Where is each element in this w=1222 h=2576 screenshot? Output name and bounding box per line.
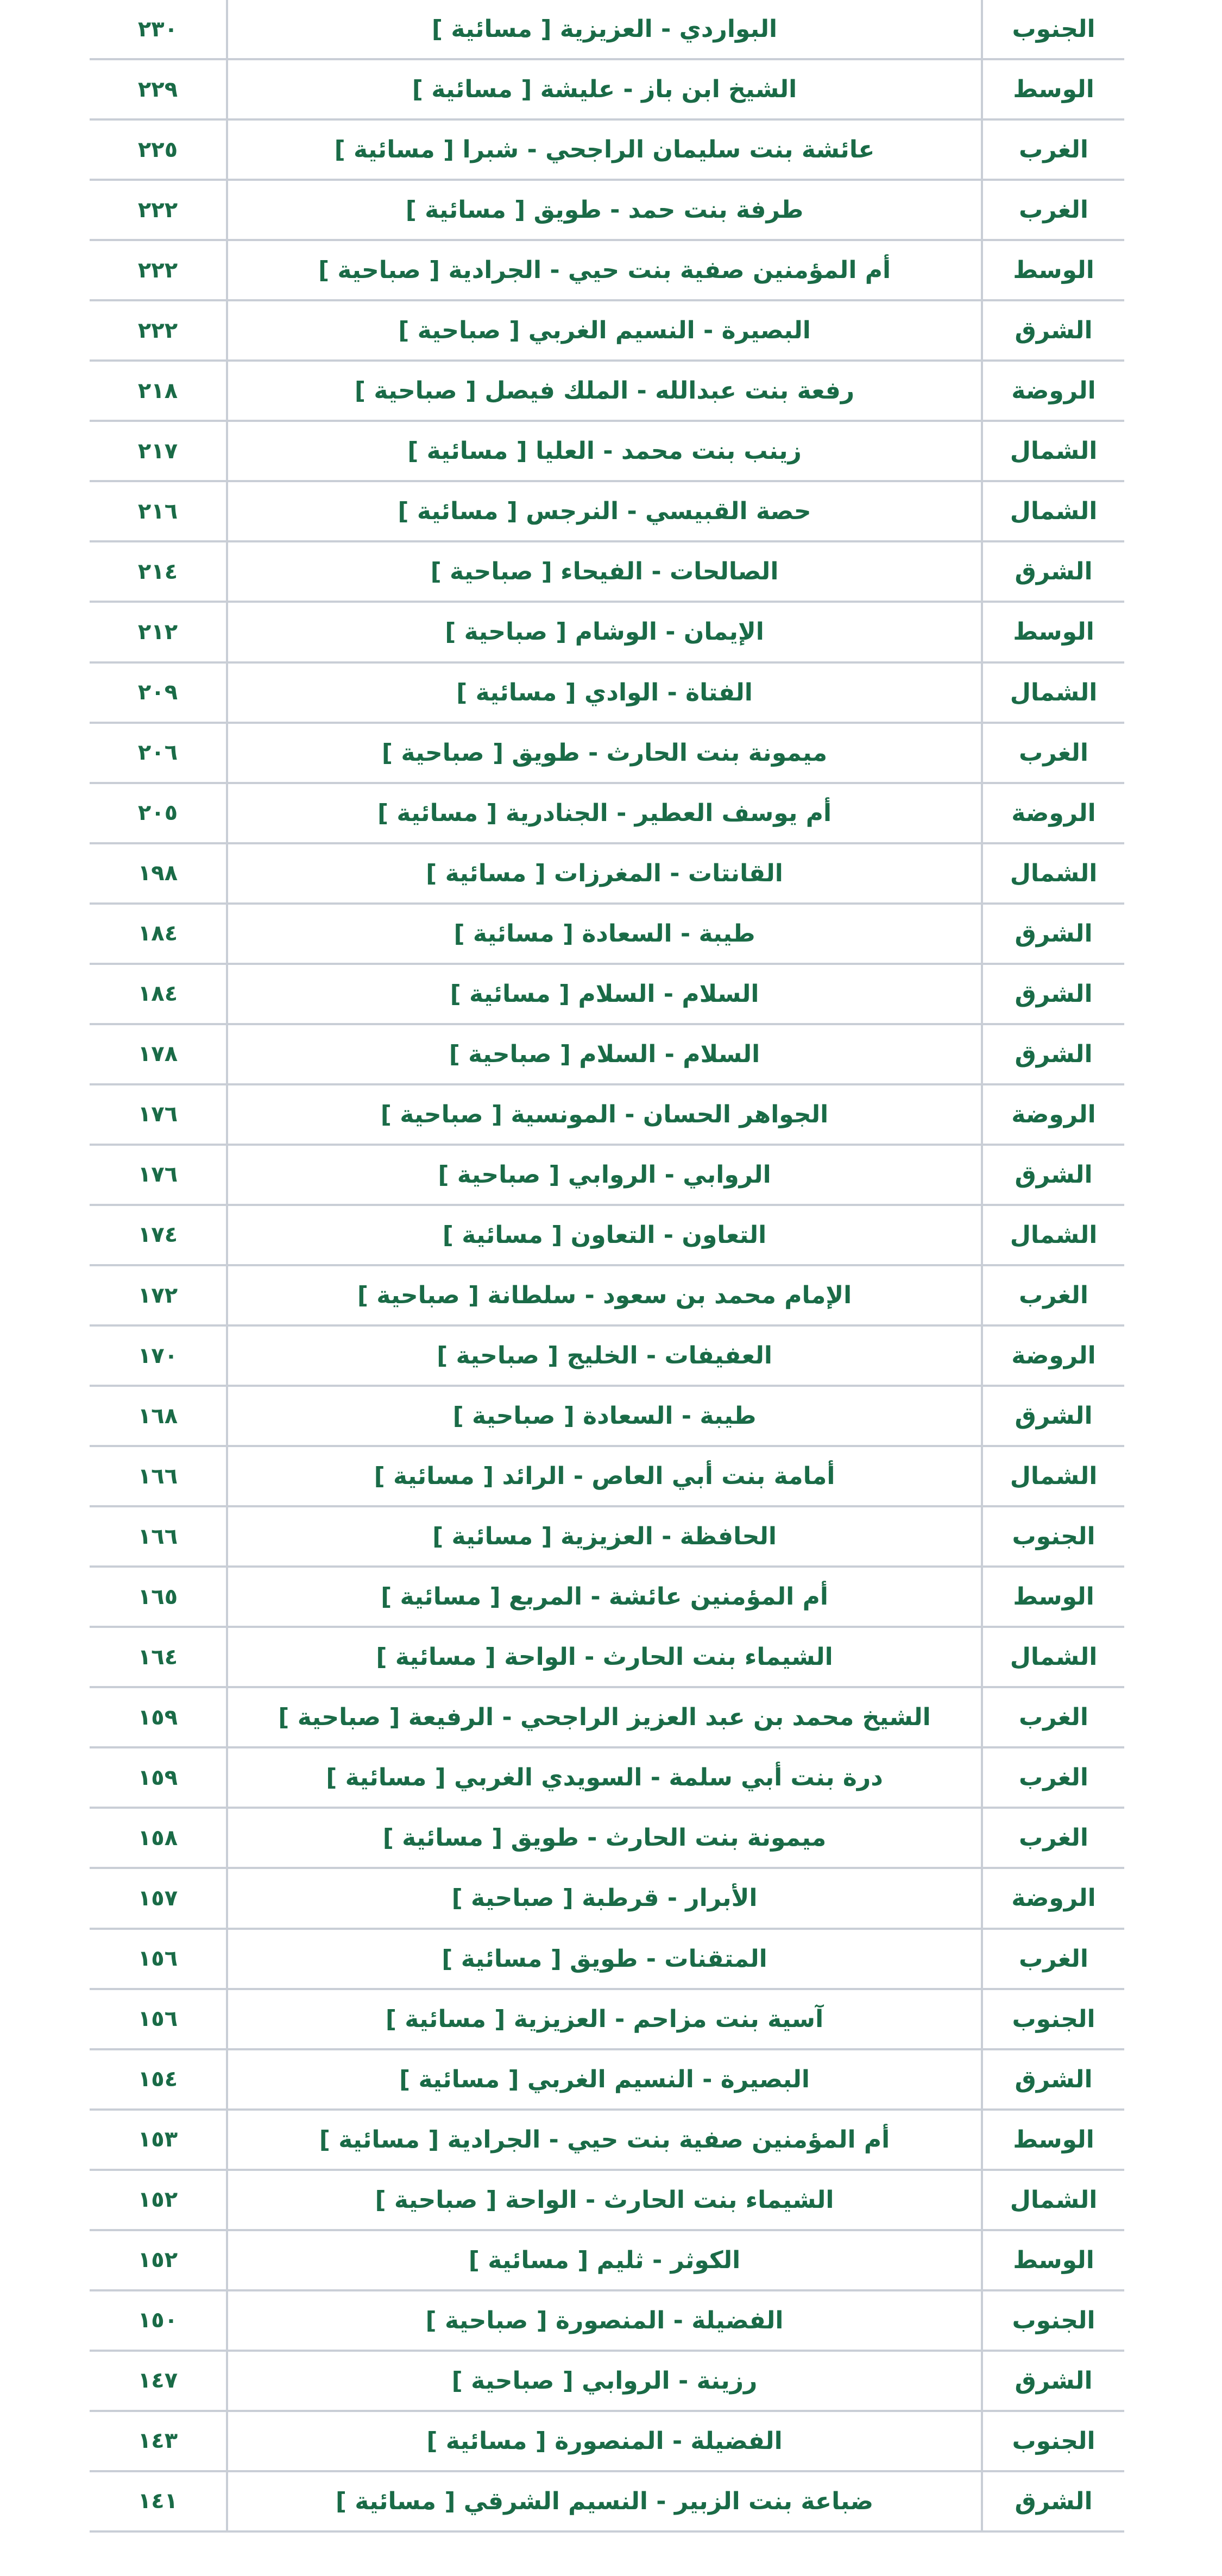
region-cell: الشمال bbox=[1010, 2186, 1098, 2214]
school-cell: المتقنات - طويق [ مسائية ] bbox=[228, 1930, 983, 1988]
school-cell: ميمونة بنت الحارث - طويق [ مسائية ] bbox=[228, 1809, 983, 1867]
region-cell: الشمال bbox=[1010, 1643, 1098, 1671]
table-row bbox=[90, 1688, 1124, 1748]
school-cell: آسية بنت مزاحم - العزيزية [ مسائية ] bbox=[228, 1990, 983, 2048]
count-cell: ١٩٨ bbox=[90, 844, 228, 902]
school-cell: الشيماء بنت الحارث - الواحة [ مسائية ] bbox=[228, 1628, 983, 1686]
region-cell: الغرب bbox=[1018, 738, 1089, 767]
region-cell: الغرب bbox=[1018, 196, 1089, 224]
region-cell: الروضة bbox=[1011, 1342, 1096, 1370]
table-row bbox=[90, 1146, 1124, 1206]
table-row bbox=[90, 482, 1124, 542]
count-cell: ١٧٢ bbox=[90, 1266, 228, 1324]
school-cell: الشيخ محمد بن عبد العزيز الراجحي - الرفيعة [ صباحية ] bbox=[228, 1688, 983, 1746]
table-row bbox=[90, 2231, 1124, 2291]
table-row bbox=[90, 1206, 1124, 1266]
table-row bbox=[90, 1930, 1124, 1990]
school-cell: أم المؤمنين عائشة - المربع [ مسائية ] bbox=[228, 1568, 983, 1626]
school-cell: القانتات - المغرزات [ مسائية ] bbox=[228, 844, 983, 902]
count-cell: ١٥٨ bbox=[90, 1809, 228, 1867]
region-cell: الغرب bbox=[1018, 1764, 1089, 1792]
region-cell: الشرق bbox=[1015, 2487, 1093, 2515]
count-cell: ٢١٨ bbox=[90, 362, 228, 420]
table-row bbox=[90, 1809, 1124, 1869]
region-cell: الغرب bbox=[1018, 1824, 1089, 1852]
region-cell: الوسط bbox=[1013, 2125, 1094, 2154]
count-cell: ١٤٧ bbox=[90, 2352, 228, 2410]
region-cell: الشمال bbox=[1010, 678, 1098, 706]
count-cell: ١٦٤ bbox=[90, 1628, 228, 1686]
count-cell: ١٥٠ bbox=[90, 2291, 228, 2350]
region-cell: الجنوب bbox=[1012, 2005, 1095, 2033]
school-cell: الإيمان - الوشام [ صباحية ] bbox=[228, 603, 983, 661]
count-cell: ٢١٤ bbox=[90, 542, 228, 601]
region-cell: الشمال bbox=[1010, 859, 1098, 887]
region-cell: الغرب bbox=[1018, 1944, 1089, 1973]
table-row bbox=[90, 542, 1124, 603]
region-cell: الروضة bbox=[1011, 1884, 1096, 1912]
school-cell: زينب بنت محمد - العليا [ مسائية ] bbox=[228, 422, 983, 480]
region-cell: الشرق bbox=[1015, 2366, 1093, 2395]
school-cell: طيبة - السعادة [ مسائية ] bbox=[228, 905, 983, 963]
count-cell: ١٧٦ bbox=[90, 1146, 228, 1204]
region-cell: الشرق bbox=[1015, 919, 1093, 948]
school-cell: الشيخ ابن باز - عليشة [ مسائية ] bbox=[228, 60, 983, 118]
region-cell: الشرق bbox=[1015, 558, 1093, 586]
region-cell: الجنوب bbox=[1012, 2306, 1095, 2334]
count-cell: ٢٠٩ bbox=[90, 664, 228, 722]
schools-table bbox=[90, 0, 1124, 2533]
table-row bbox=[90, 422, 1124, 482]
school-cell: البواردي - العزيزية [ مسائية ] bbox=[228, 0, 983, 58]
table-row bbox=[90, 724, 1124, 784]
table-row bbox=[90, 965, 1124, 1025]
school-cell: الجواهر الحسان - المونسية [ صباحية ] bbox=[228, 1085, 983, 1144]
region-cell: الشرق bbox=[1015, 317, 1093, 345]
table-row bbox=[90, 121, 1124, 181]
table-row bbox=[90, 1748, 1124, 1809]
count-cell: ١٥٤ bbox=[90, 2050, 228, 2108]
table-row bbox=[90, 603, 1124, 663]
school-cell: أمامة بنت أبي العاص - الرائد [ مسائية ] bbox=[228, 1447, 983, 1505]
count-cell: ١٤٣ bbox=[90, 2412, 228, 2470]
school-cell: البصيرة - النسيم الغربي [ مسائية ] bbox=[228, 2050, 983, 2108]
school-cell: الإمام محمد بن سعود - سلطانة [ صباحية ] bbox=[228, 1266, 983, 1324]
table-row bbox=[90, 1327, 1124, 1387]
school-cell: أم المؤمنين صفية بنت حيي - الجرادية [ مسائية ] bbox=[228, 2111, 983, 2169]
region-cell: الشمال bbox=[1010, 1462, 1098, 1491]
table-row bbox=[90, 301, 1124, 362]
count-cell: ١٧٦ bbox=[90, 1085, 228, 1144]
school-cell: الفضيلة - المنصورة [ صباحية ] bbox=[228, 2291, 983, 2350]
region-cell: الشرق bbox=[1015, 980, 1093, 1008]
region-cell: الشمال bbox=[1010, 437, 1098, 465]
region-cell: الجنوب bbox=[1012, 15, 1095, 43]
count-cell: ١٥٩ bbox=[90, 1748, 228, 1807]
table-row bbox=[90, 1869, 1124, 1929]
count-cell: ١٨٤ bbox=[90, 905, 228, 963]
count-cell: ١٦٦ bbox=[90, 1507, 228, 1565]
school-cell: التعاون - التعاون [ مسائية ] bbox=[228, 1206, 983, 1264]
table-row bbox=[90, 905, 1124, 965]
table-row bbox=[90, 1387, 1124, 1447]
school-cell: الروابي - الروابي [ صباحية ] bbox=[228, 1146, 983, 1204]
school-cell: رزينة - الروابي [ صباحية ] bbox=[228, 2352, 983, 2410]
count-cell: ٢٢٥ bbox=[90, 121, 228, 179]
school-cell: طيبة - السعادة [ صباحية ] bbox=[228, 1387, 983, 1445]
table-row bbox=[90, 1628, 1124, 1688]
table-row bbox=[90, 1025, 1124, 1085]
table-row bbox=[90, 0, 1124, 60]
region-cell: الغرب bbox=[1018, 1703, 1089, 1732]
region-cell: الشمال bbox=[1010, 497, 1098, 526]
region-cell: الروضة bbox=[1011, 377, 1096, 405]
count-cell: ١٥٢ bbox=[90, 2231, 228, 2289]
school-cell: أم يوسف العطير - الجنادرية [ مسائية ] bbox=[228, 784, 983, 842]
count-cell: ٢٢٢ bbox=[90, 181, 228, 239]
table-row bbox=[90, 1568, 1124, 1628]
count-cell: ١٥٣ bbox=[90, 2111, 228, 2169]
school-cell: عائشة بنت سليمان الراجحي - شبرا [ مسائية ] bbox=[228, 121, 983, 179]
school-cell: البصيرة - النسيم الغربي [ صباحية ] bbox=[228, 301, 983, 359]
region-cell: الغرب bbox=[1018, 136, 1089, 164]
region-cell: الوسط bbox=[1013, 256, 1094, 285]
table-row bbox=[90, 2050, 1124, 2111]
region-cell: الجنوب bbox=[1012, 2427, 1095, 2455]
count-cell: ٢١٦ bbox=[90, 482, 228, 540]
school-cell: العفيفات - الخليج [ صباحية ] bbox=[228, 1327, 983, 1385]
count-cell: ٢٢٢ bbox=[90, 301, 228, 359]
count-cell: ٢٠٦ bbox=[90, 724, 228, 782]
count-cell: ٢٢٢ bbox=[90, 241, 228, 299]
school-cell: ميمونة بنت الحارث - طويق [ صباحية ] bbox=[228, 724, 983, 782]
count-cell: ١٦٨ bbox=[90, 1387, 228, 1445]
table-row bbox=[90, 784, 1124, 844]
school-cell: الشيماء بنت الحارث - الواحة [ صباحية ] bbox=[228, 2171, 983, 2229]
region-cell: الوسط bbox=[1013, 618, 1094, 646]
count-cell: ١٧٨ bbox=[90, 1025, 228, 1083]
table-row bbox=[90, 664, 1124, 724]
school-cell: السلام - السلام [ مسائية ] bbox=[228, 965, 983, 1023]
table-row bbox=[90, 1990, 1124, 2050]
count-cell: ١٥٦ bbox=[90, 1990, 228, 2048]
table-row bbox=[90, 844, 1124, 905]
count-cell: ١٥٩ bbox=[90, 1688, 228, 1746]
count-cell: ١٦٦ bbox=[90, 1447, 228, 1505]
table-row bbox=[90, 2412, 1124, 2472]
region-cell: الروضة bbox=[1011, 799, 1096, 827]
table-row bbox=[90, 241, 1124, 301]
school-cell: الكوثر - ثليم [ مسائية ] bbox=[228, 2231, 983, 2289]
region-cell: الشرق bbox=[1015, 1402, 1093, 1430]
table-row bbox=[90, 181, 1124, 241]
school-cell: حصة القبيسي - النرجس [ مسائية ] bbox=[228, 482, 983, 540]
count-cell: ١٦٥ bbox=[90, 1568, 228, 1626]
count-cell: ٢٢٩ bbox=[90, 60, 228, 118]
school-cell: الفتاة - الوادي [ مسائية ] bbox=[228, 664, 983, 722]
table-row bbox=[90, 60, 1124, 121]
school-cell: الفضيلة - المنصورة [ مسائية ] bbox=[228, 2412, 983, 2470]
table-row bbox=[90, 1507, 1124, 1568]
school-cell: درة بنت أبي سلمة - السويدي الغربي [ مسائية ] bbox=[228, 1748, 983, 1807]
school-cell: السلام - السلام [ صباحية ] bbox=[228, 1025, 983, 1083]
count-cell: ٢٣٠ bbox=[90, 0, 228, 58]
table-row bbox=[90, 362, 1124, 422]
count-cell: ٢١٢ bbox=[90, 603, 228, 661]
count-cell: ١٤١ bbox=[90, 2472, 228, 2530]
school-cell: ضباعة بنت الزبير - النسيم الشرقي [ مسائية ] bbox=[228, 2472, 983, 2530]
table-row bbox=[90, 2171, 1124, 2231]
count-cell: ١٥٦ bbox=[90, 1930, 228, 1988]
count-cell: ١٥٢ bbox=[90, 2171, 228, 2229]
count-cell: ٢١٧ bbox=[90, 422, 228, 480]
school-cell: رفعة بنت عبدالله - الملك فيصل [ صباحية ] bbox=[228, 362, 983, 420]
count-cell: ٢٠٥ bbox=[90, 784, 228, 842]
region-cell: الغرب bbox=[1018, 1281, 1089, 1309]
table-row bbox=[90, 2472, 1124, 2533]
region-cell: الشمال bbox=[1010, 1221, 1098, 1249]
school-cell: الأبرار - قرطبة [ صباحية ] bbox=[228, 1869, 983, 1927]
table-row bbox=[90, 1085, 1124, 1146]
region-cell: الروضة bbox=[1011, 1100, 1096, 1128]
count-cell: ١٥٧ bbox=[90, 1869, 228, 1927]
table-row bbox=[90, 1266, 1124, 1327]
count-cell: ١٨٤ bbox=[90, 965, 228, 1023]
table-row bbox=[90, 1447, 1124, 1507]
table-row bbox=[90, 2291, 1124, 2352]
school-cell: أم المؤمنين صفية بنت حيي - الجرادية [ صباحية ] bbox=[228, 241, 983, 299]
region-cell: الشرق bbox=[1015, 1160, 1093, 1189]
school-cell: الحافظة - العزيزية [ مسائية ] bbox=[228, 1507, 983, 1565]
region-cell: الشرق bbox=[1015, 2065, 1093, 2093]
school-cell: طرفة بنت حمد - طويق [ مسائية ] bbox=[228, 181, 983, 239]
count-cell: ١٧٠ bbox=[90, 1327, 228, 1385]
region-cell: الوسط bbox=[1013, 1583, 1094, 1611]
region-cell: الوسط bbox=[1013, 2246, 1094, 2274]
table-row bbox=[90, 2352, 1124, 2412]
region-cell: الجنوب bbox=[1012, 1523, 1095, 1551]
region-cell: الوسط bbox=[1013, 75, 1094, 104]
table-row bbox=[90, 2111, 1124, 2171]
school-cell: الصالحات - الفيحاء [ صباحية ] bbox=[228, 542, 983, 601]
region-cell: الشرق bbox=[1015, 1040, 1093, 1068]
count-cell: ١٧٤ bbox=[90, 1206, 228, 1264]
